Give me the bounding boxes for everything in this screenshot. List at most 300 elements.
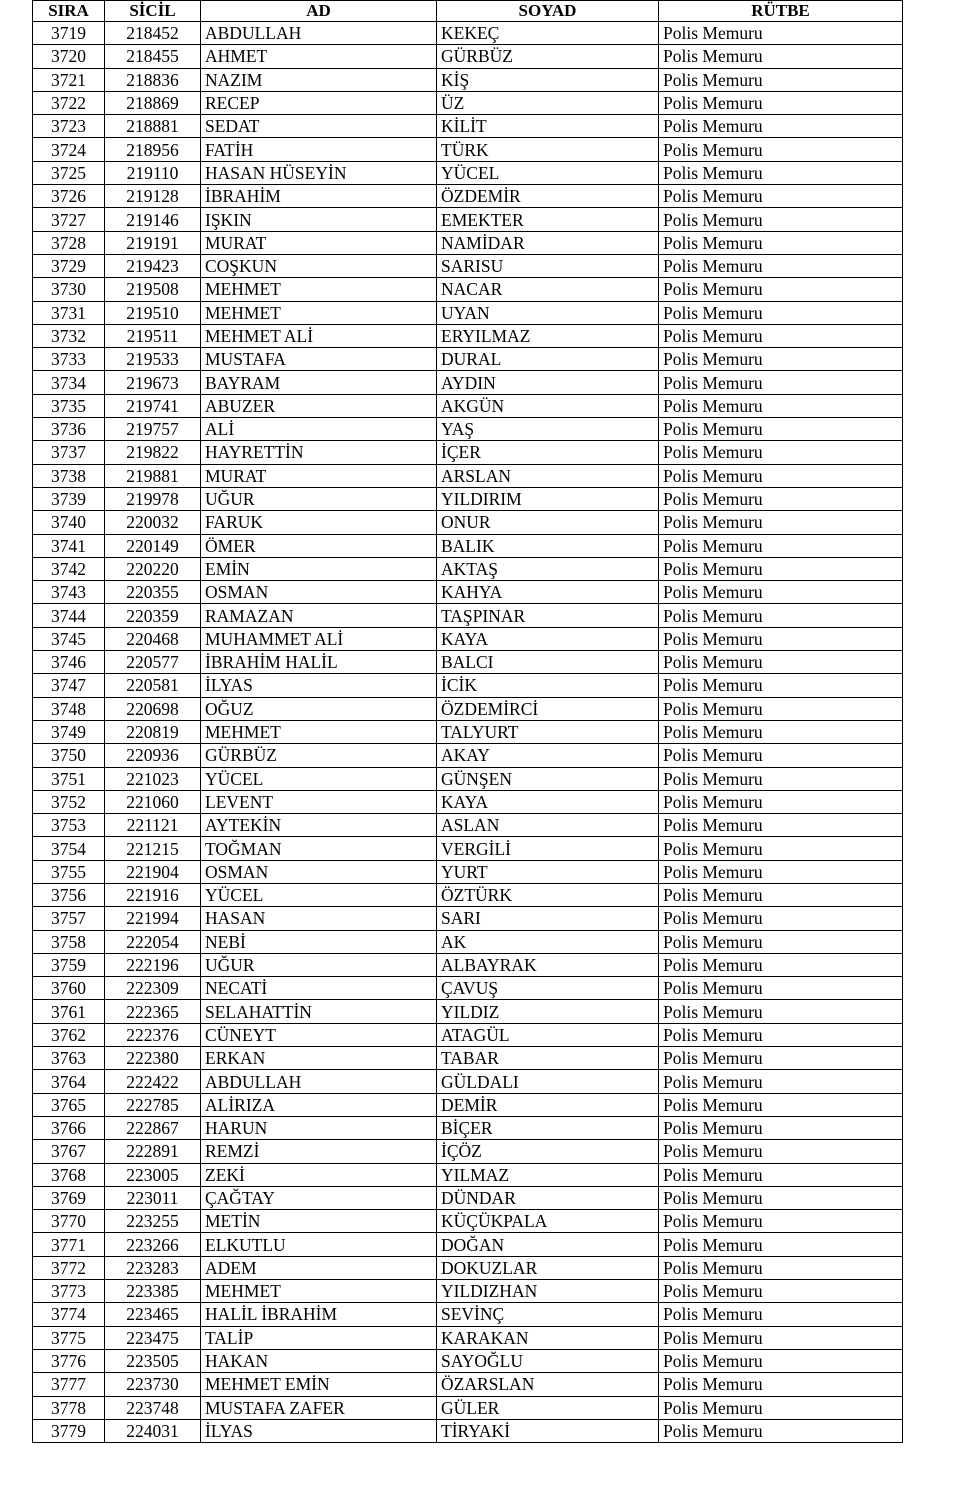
sicil-cell: 223266	[105, 1233, 201, 1256]
ad-cell: HALİL İBRAHİM	[201, 1303, 437, 1326]
personnel-list-document	[32, 0, 902, 1443]
table-row	[33, 45, 903, 68]
sira-cell: 3740	[33, 511, 105, 534]
rutbe-cell: Polis Memuru	[659, 1210, 903, 1233]
ad-cell: ÇAĞTAY	[201, 1186, 437, 1209]
table-row	[33, 907, 903, 930]
sira-cell: 3737	[33, 441, 105, 464]
table-row	[33, 977, 903, 1000]
table-row	[33, 1116, 903, 1139]
sicil-cell: 219423	[105, 254, 201, 277]
table-row	[33, 651, 903, 674]
rutbe-cell: Polis Memuru	[659, 977, 903, 1000]
rutbe-cell: Polis Memuru	[659, 348, 903, 371]
ad-cell: MEHMET	[201, 1280, 437, 1303]
rutbe-cell: Polis Memuru	[659, 883, 903, 906]
sira-cell: 3758	[33, 930, 105, 953]
sira-cell: 3719	[33, 22, 105, 45]
sira-cell: 3746	[33, 651, 105, 674]
sira-cell: 3747	[33, 674, 105, 697]
sira-cell: 3760	[33, 977, 105, 1000]
sira-cell: 3722	[33, 91, 105, 114]
soyad-cell: KÜÇÜKPALA	[437, 1210, 659, 1233]
sicil-cell: 221916	[105, 883, 201, 906]
soyad-cell: SARI	[437, 907, 659, 930]
column-header-sira: SIRA	[33, 1, 105, 22]
table-row	[33, 953, 903, 976]
sicil-cell: 223465	[105, 1303, 201, 1326]
sicil-cell: 221121	[105, 814, 201, 837]
table-row	[33, 68, 903, 91]
table-row	[33, 674, 903, 697]
soyad-cell: ALBAYRAK	[437, 953, 659, 976]
rutbe-cell: Polis Memuru	[659, 208, 903, 231]
sira-cell: 3731	[33, 301, 105, 324]
soyad-cell: BALIK	[437, 534, 659, 557]
soyad-cell: DURAL	[437, 348, 659, 371]
ad-cell: ALİ	[201, 418, 437, 441]
table-row	[33, 254, 903, 277]
rutbe-cell: Polis Memuru	[659, 1093, 903, 1116]
ad-cell: İLYAS	[201, 674, 437, 697]
ad-cell: OSMAN	[201, 860, 437, 883]
soyad-cell: GÜLER	[437, 1396, 659, 1419]
table-row	[33, 115, 903, 138]
soyad-cell: DEMİR	[437, 1093, 659, 1116]
sira-cell: 3739	[33, 487, 105, 510]
sira-cell: 3743	[33, 581, 105, 604]
soyad-cell: YAŞ	[437, 418, 659, 441]
column-header-sicil: SİCİL	[105, 1, 201, 22]
ad-cell: MURAT	[201, 464, 437, 487]
table-row	[33, 1047, 903, 1070]
sira-cell: 3736	[33, 418, 105, 441]
table-row	[33, 348, 903, 371]
sira-cell: 3756	[33, 883, 105, 906]
soyad-cell: İÇÖZ	[437, 1140, 659, 1163]
rutbe-cell: Polis Memuru	[659, 1023, 903, 1046]
ad-cell: ADEM	[201, 1256, 437, 1279]
table-row	[33, 22, 903, 45]
sira-cell: 3776	[33, 1349, 105, 1372]
sira-cell: 3775	[33, 1326, 105, 1349]
rutbe-cell: Polis Memuru	[659, 301, 903, 324]
sira-cell: 3733	[33, 348, 105, 371]
sicil-cell: 218836	[105, 68, 201, 91]
sicil-cell: 222785	[105, 1093, 201, 1116]
table-row	[33, 790, 903, 813]
sira-cell: 3773	[33, 1280, 105, 1303]
personnel-table	[32, 0, 903, 1443]
soyad-cell: KİŞ	[437, 68, 659, 91]
table-row	[33, 1256, 903, 1279]
ad-cell: YÜCEL	[201, 883, 437, 906]
table-row	[33, 1186, 903, 1209]
rutbe-cell: Polis Memuru	[659, 1070, 903, 1093]
ad-cell: CÜNEYT	[201, 1023, 437, 1046]
table-row	[33, 1349, 903, 1372]
column-header-ad: AD	[201, 1, 437, 22]
ad-cell: RECEP	[201, 91, 437, 114]
sira-cell: 3738	[33, 464, 105, 487]
table-row	[33, 185, 903, 208]
sicil-cell: 222376	[105, 1023, 201, 1046]
rutbe-cell: Polis Memuru	[659, 1256, 903, 1279]
rutbe-cell: Polis Memuru	[659, 1326, 903, 1349]
soyad-cell: TALYURT	[437, 720, 659, 743]
soyad-cell: SARISU	[437, 254, 659, 277]
soyad-cell: TÜRK	[437, 138, 659, 161]
table-row	[33, 371, 903, 394]
soyad-cell: KEKEÇ	[437, 22, 659, 45]
sicil-cell: 222309	[105, 977, 201, 1000]
column-header-rutbe: RÜTBE	[659, 1, 903, 22]
ad-cell: ABDULLAH	[201, 22, 437, 45]
rutbe-cell: Polis Memuru	[659, 651, 903, 674]
sira-cell: 3779	[33, 1419, 105, 1442]
rutbe-cell: Polis Memuru	[659, 511, 903, 534]
table-row	[33, 720, 903, 743]
sira-cell: 3767	[33, 1140, 105, 1163]
rutbe-cell: Polis Memuru	[659, 1396, 903, 1419]
soyad-cell: AKAY	[437, 744, 659, 767]
sicil-cell: 219191	[105, 231, 201, 254]
soyad-cell: YILMAZ	[437, 1163, 659, 1186]
table-row	[33, 581, 903, 604]
sicil-cell: 218452	[105, 22, 201, 45]
soyad-cell: YILDIZHAN	[437, 1280, 659, 1303]
ad-cell: FARUK	[201, 511, 437, 534]
sicil-cell: 223255	[105, 1210, 201, 1233]
rutbe-cell: Polis Memuru	[659, 45, 903, 68]
rutbe-cell: Polis Memuru	[659, 1000, 903, 1023]
table-row	[33, 464, 903, 487]
table-row	[33, 1023, 903, 1046]
ad-cell: GÜRBÜZ	[201, 744, 437, 767]
table-row	[33, 278, 903, 301]
soyad-cell: TABAR	[437, 1047, 659, 1070]
sicil-cell: 223505	[105, 1349, 201, 1372]
table-row	[33, 697, 903, 720]
sira-cell: 3721	[33, 68, 105, 91]
ad-cell: NAZIM	[201, 68, 437, 91]
table-row	[33, 418, 903, 441]
soyad-cell: KAYA	[437, 627, 659, 650]
rutbe-cell: Polis Memuru	[659, 231, 903, 254]
table-row	[33, 1210, 903, 1233]
sira-cell: 3745	[33, 627, 105, 650]
rutbe-cell: Polis Memuru	[659, 441, 903, 464]
sira-cell: 3735	[33, 394, 105, 417]
sira-cell: 3778	[33, 1396, 105, 1419]
rutbe-cell: Polis Memuru	[659, 1280, 903, 1303]
sicil-cell: 219146	[105, 208, 201, 231]
sicil-cell: 223475	[105, 1326, 201, 1349]
sicil-cell: 223385	[105, 1280, 201, 1303]
rutbe-cell: Polis Memuru	[659, 790, 903, 813]
sira-cell: 3761	[33, 1000, 105, 1023]
table-row	[33, 231, 903, 254]
table-row	[33, 1373, 903, 1396]
ad-cell: İBRAHİM HALİL	[201, 651, 437, 674]
sicil-cell: 223011	[105, 1186, 201, 1209]
soyad-cell: KİLİT	[437, 115, 659, 138]
sira-cell: 3744	[33, 604, 105, 627]
table-row	[33, 744, 903, 767]
sicil-cell: 220355	[105, 581, 201, 604]
soyad-cell: KARAKAN	[437, 1326, 659, 1349]
rutbe-cell: Polis Memuru	[659, 604, 903, 627]
sira-cell: 3752	[33, 790, 105, 813]
sicil-cell: 222054	[105, 930, 201, 953]
soyad-cell: ÖZDEMİRCİ	[437, 697, 659, 720]
sicil-cell: 218881	[105, 115, 201, 138]
soyad-cell: TİRYAKİ	[437, 1419, 659, 1442]
soyad-cell: YILDIZ	[437, 1000, 659, 1023]
rutbe-cell: Polis Memuru	[659, 278, 903, 301]
ad-cell: IŞKIN	[201, 208, 437, 231]
soyad-cell: İÇER	[437, 441, 659, 464]
ad-cell: UĞUR	[201, 487, 437, 510]
rutbe-cell: Polis Memuru	[659, 907, 903, 930]
rutbe-cell: Polis Memuru	[659, 394, 903, 417]
rutbe-cell: Polis Memuru	[659, 860, 903, 883]
table-row	[33, 1280, 903, 1303]
column-header-soyad: SOYAD	[437, 1, 659, 22]
ad-cell: ZEKİ	[201, 1163, 437, 1186]
soyad-cell: AK	[437, 930, 659, 953]
rutbe-cell: Polis Memuru	[659, 1047, 903, 1070]
ad-cell: AHMET	[201, 45, 437, 68]
table-row	[33, 557, 903, 580]
soyad-cell: YILDIRIM	[437, 487, 659, 510]
rutbe-cell: Polis Memuru	[659, 324, 903, 347]
sira-cell: 3771	[33, 1233, 105, 1256]
soyad-cell: İCİK	[437, 674, 659, 697]
ad-cell: RAMAZAN	[201, 604, 437, 627]
sicil-cell: 219110	[105, 161, 201, 184]
sicil-cell: 220149	[105, 534, 201, 557]
sicil-cell: 219128	[105, 185, 201, 208]
sicil-cell: 219741	[105, 394, 201, 417]
soyad-cell: YÜCEL	[437, 161, 659, 184]
sicil-cell: 222365	[105, 1000, 201, 1023]
soyad-cell: GÜNŞEN	[437, 767, 659, 790]
sicil-cell: 222422	[105, 1070, 201, 1093]
sira-cell: 3750	[33, 744, 105, 767]
sicil-cell: 219533	[105, 348, 201, 371]
table-row	[33, 511, 903, 534]
table-row	[33, 814, 903, 837]
rutbe-cell: Polis Memuru	[659, 1373, 903, 1396]
soyad-cell: ÜZ	[437, 91, 659, 114]
sira-cell: 3748	[33, 697, 105, 720]
ad-cell: ALİRIZA	[201, 1093, 437, 1116]
ad-cell: OSMAN	[201, 581, 437, 604]
table-row	[33, 930, 903, 953]
ad-cell: UĞUR	[201, 953, 437, 976]
table-row	[33, 301, 903, 324]
rutbe-cell: Polis Memuru	[659, 464, 903, 487]
rutbe-cell: Polis Memuru	[659, 697, 903, 720]
sicil-cell: 220936	[105, 744, 201, 767]
sira-cell: 3728	[33, 231, 105, 254]
table-row	[33, 487, 903, 510]
ad-cell: MEHMET	[201, 301, 437, 324]
sira-cell: 3732	[33, 324, 105, 347]
rutbe-cell: Polis Memuru	[659, 581, 903, 604]
table-row	[33, 627, 903, 650]
sira-cell: 3751	[33, 767, 105, 790]
ad-cell: ELKUTLU	[201, 1233, 437, 1256]
rutbe-cell: Polis Memuru	[659, 534, 903, 557]
sira-cell: 3772	[33, 1256, 105, 1279]
soyad-cell: BALCI	[437, 651, 659, 674]
table-row	[33, 1303, 903, 1326]
sicil-cell: 219511	[105, 324, 201, 347]
sira-cell: 3765	[33, 1093, 105, 1116]
sicil-cell: 219510	[105, 301, 201, 324]
soyad-cell: NAMİDAR	[437, 231, 659, 254]
table-row	[33, 91, 903, 114]
rutbe-cell: Polis Memuru	[659, 161, 903, 184]
sicil-cell: 223730	[105, 1373, 201, 1396]
ad-cell: İBRAHİM	[201, 185, 437, 208]
sicil-cell: 220220	[105, 557, 201, 580]
sira-cell: 3727	[33, 208, 105, 231]
ad-cell: COŞKUN	[201, 254, 437, 277]
table-row	[33, 1163, 903, 1186]
sicil-cell: 222867	[105, 1116, 201, 1139]
soyad-cell: ONUR	[437, 511, 659, 534]
ad-cell: SELAHATTİN	[201, 1000, 437, 1023]
table-row	[33, 534, 903, 557]
ad-cell: HASAN	[201, 907, 437, 930]
sicil-cell: 222380	[105, 1047, 201, 1070]
sira-cell: 3777	[33, 1373, 105, 1396]
table-row	[33, 208, 903, 231]
sicil-cell: 218956	[105, 138, 201, 161]
rutbe-cell: Polis Memuru	[659, 138, 903, 161]
sira-cell: 3742	[33, 557, 105, 580]
soyad-cell: SAYOĞLU	[437, 1349, 659, 1372]
table-row	[33, 161, 903, 184]
soyad-cell: DOKUZLAR	[437, 1256, 659, 1279]
ad-cell: AYTEKİN	[201, 814, 437, 837]
sira-cell: 3729	[33, 254, 105, 277]
rutbe-cell: Polis Memuru	[659, 930, 903, 953]
table-row	[33, 1233, 903, 1256]
soyad-cell: UYAN	[437, 301, 659, 324]
ad-cell: ERKAN	[201, 1047, 437, 1070]
soyad-cell: KAYA	[437, 790, 659, 813]
sira-cell: 3757	[33, 907, 105, 930]
sicil-cell: 220032	[105, 511, 201, 534]
sicil-cell: 223748	[105, 1396, 201, 1419]
table-row	[33, 138, 903, 161]
sicil-cell: 220698	[105, 697, 201, 720]
sicil-cell: 221994	[105, 907, 201, 930]
rutbe-cell: Polis Memuru	[659, 1349, 903, 1372]
sicil-cell: 219978	[105, 487, 201, 510]
rutbe-cell: Polis Memuru	[659, 627, 903, 650]
ad-cell: METİN	[201, 1210, 437, 1233]
sira-cell: 3770	[33, 1210, 105, 1233]
rutbe-cell: Polis Memuru	[659, 1419, 903, 1442]
rutbe-cell: Polis Memuru	[659, 1163, 903, 1186]
sira-cell: 3734	[33, 371, 105, 394]
sira-cell: 3726	[33, 185, 105, 208]
soyad-cell: ERYILMAZ	[437, 324, 659, 347]
table-row	[33, 837, 903, 860]
rutbe-cell: Polis Memuru	[659, 1140, 903, 1163]
sira-cell: 3749	[33, 720, 105, 743]
table-row	[33, 1093, 903, 1116]
soyad-cell: ÖZARSLAN	[437, 1373, 659, 1396]
ad-cell: MEHMET ALİ	[201, 324, 437, 347]
soyad-cell: BİÇER	[437, 1116, 659, 1139]
ad-cell: HAYRETTİN	[201, 441, 437, 464]
sicil-cell: 222891	[105, 1140, 201, 1163]
rutbe-cell: Polis Memuru	[659, 1233, 903, 1256]
ad-cell: HARUN	[201, 1116, 437, 1139]
sicil-cell: 223283	[105, 1256, 201, 1279]
ad-cell: TALİP	[201, 1326, 437, 1349]
ad-cell: OĞUZ	[201, 697, 437, 720]
soyad-cell: DOĞAN	[437, 1233, 659, 1256]
ad-cell: LEVENT	[201, 790, 437, 813]
ad-cell: MEHMET	[201, 720, 437, 743]
sicil-cell: 218869	[105, 91, 201, 114]
soyad-cell: SEVİNÇ	[437, 1303, 659, 1326]
rutbe-cell: Polis Memuru	[659, 115, 903, 138]
table-row	[33, 767, 903, 790]
ad-cell: SEDAT	[201, 115, 437, 138]
sicil-cell: 221023	[105, 767, 201, 790]
ad-cell: ABUZER	[201, 394, 437, 417]
table-row	[33, 394, 903, 417]
rutbe-cell: Polis Memuru	[659, 487, 903, 510]
rutbe-cell: Polis Memuru	[659, 91, 903, 114]
sicil-cell: 219881	[105, 464, 201, 487]
soyad-cell: ARSLAN	[437, 464, 659, 487]
rutbe-cell: Polis Memuru	[659, 837, 903, 860]
sira-cell: 3720	[33, 45, 105, 68]
sira-cell: 3763	[33, 1047, 105, 1070]
ad-cell: EMİN	[201, 557, 437, 580]
ad-cell: MUSTAFA ZAFER	[201, 1396, 437, 1419]
table-row	[33, 1070, 903, 1093]
soyad-cell: ÇAVUŞ	[437, 977, 659, 1000]
ad-cell: REMZİ	[201, 1140, 437, 1163]
sira-cell: 3755	[33, 860, 105, 883]
sicil-cell: 220468	[105, 627, 201, 650]
sira-cell: 3759	[33, 953, 105, 976]
soyad-cell: ÖZDEMİR	[437, 185, 659, 208]
ad-cell: ÖMER	[201, 534, 437, 557]
sicil-cell: 221215	[105, 837, 201, 860]
rutbe-cell: Polis Memuru	[659, 1303, 903, 1326]
ad-cell: NECATİ	[201, 977, 437, 1000]
ad-cell: NEBİ	[201, 930, 437, 953]
rutbe-cell: Polis Memuru	[659, 767, 903, 790]
table-row	[33, 860, 903, 883]
soyad-cell: VERGİLİ	[437, 837, 659, 860]
sicil-cell: 224031	[105, 1419, 201, 1442]
sicil-cell: 219673	[105, 371, 201, 394]
ad-cell: BAYRAM	[201, 371, 437, 394]
rutbe-cell: Polis Memuru	[659, 418, 903, 441]
